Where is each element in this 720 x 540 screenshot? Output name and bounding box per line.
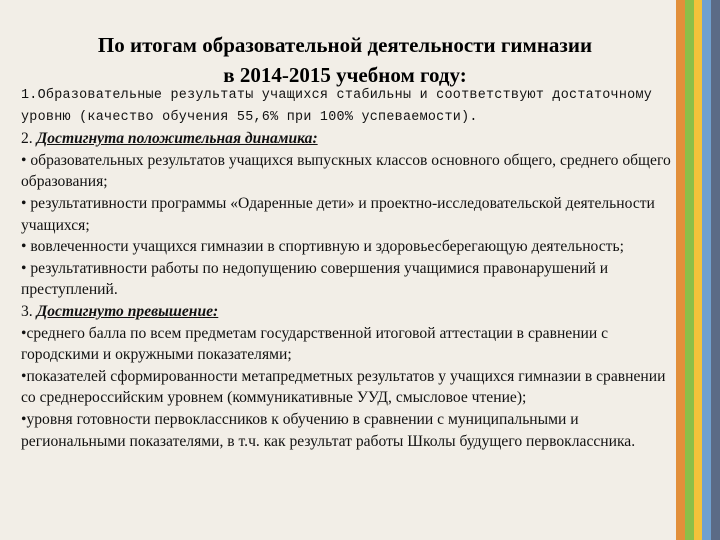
paragraph-3-number: 3. xyxy=(21,302,37,320)
paragraph-3-heading xyxy=(21,301,681,323)
paragraph-2-number: 2. xyxy=(21,130,37,148)
paragraph-1: 1.Образовательные результаты учащихся стабильны и соответствуют достаточному уровню (качество обучения 55,6% при 100% успеваемости). xyxy=(21,88,653,125)
bullet-item: •показателей сформированности метапредметных результатов у учащихся гимназии в сравнении со среднероссийским уровнем (коммуникативные УУД, смысловое чтение); xyxy=(21,367,666,407)
decorative-stripes xyxy=(676,0,720,540)
bullet-item: •уровня готовности первоклассников к обучению в сравнении с муниципальными и региональными показателями, в т.ч. как результат работы Школы будущего первоклассника. xyxy=(21,410,636,450)
stripe-yellow xyxy=(694,0,702,540)
stripe-blue xyxy=(702,0,711,540)
bullet-item: • результативности работы по недопущению совершения учащимися правонарушений и преступлений. xyxy=(21,259,609,299)
slide-title xyxy=(20,30,670,90)
stripe-slate xyxy=(711,0,720,540)
bullet-item: • результативности программы «Одаренные дети» и проектно-исследовательской деятельности учащихся; xyxy=(21,194,655,234)
paragraph-2-heading xyxy=(21,128,681,150)
paragraph-2-title: Достигнута положительная динамика: xyxy=(36,130,318,148)
slide-content xyxy=(21,85,681,452)
title-line-1: По итогам образовательной деятельности гимназии xyxy=(97,33,593,57)
stripe-green xyxy=(685,0,694,540)
paragraph-3-title: Достигнуто превышение: xyxy=(36,302,219,320)
bullet-item: • образовательных результатов учащихся выпускных классов основного общего, среднего общего образования; xyxy=(21,151,671,191)
bullet-item: •среднего балла по всем предметам государственной итоговой аттестации в сравнении с городскими и окружными показателями; xyxy=(21,324,609,364)
title-line-2: в 2014-2015 учебном году: xyxy=(223,63,467,87)
bullet-item: • вовлеченности учащихся гимназии в спортивную и здоровьесберегающую деятельность; xyxy=(21,238,624,256)
